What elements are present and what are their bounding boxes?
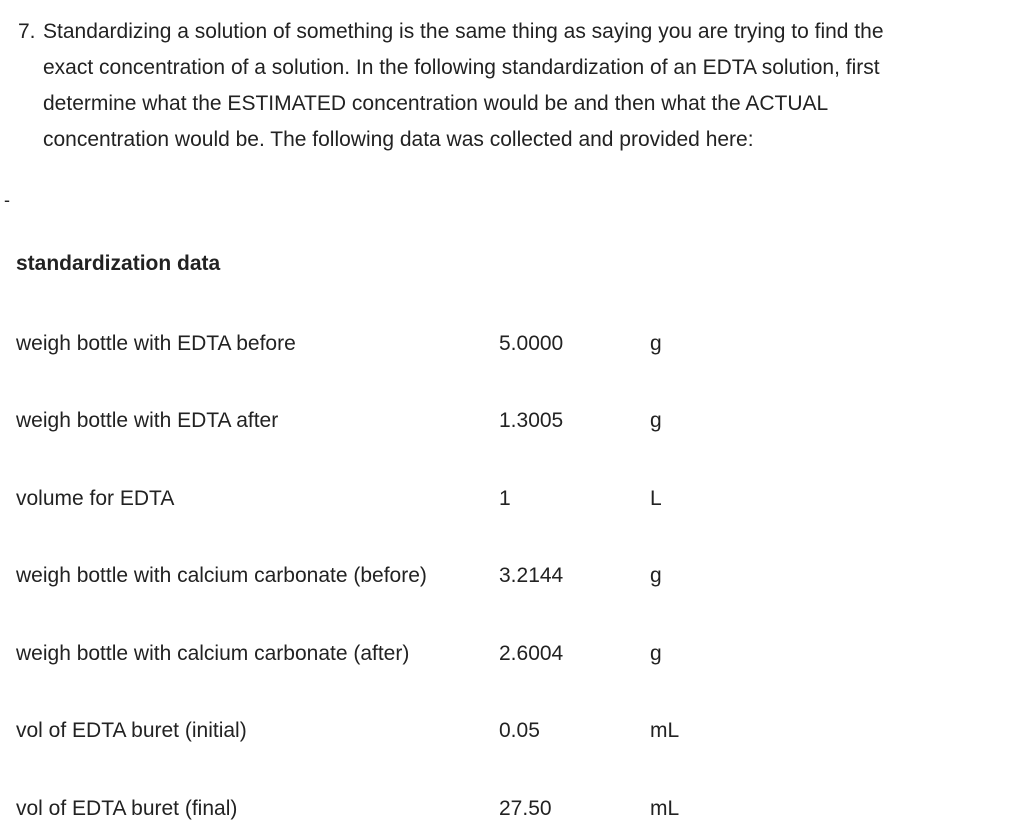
data-row xyxy=(0,794,1024,824)
row-unit: g xyxy=(650,642,662,665)
row-label: weigh bottle with calcium carbonate (before) xyxy=(16,564,427,587)
data-row xyxy=(0,716,1024,746)
row-value: 1.3005 xyxy=(499,409,564,432)
row-value: 27.50 xyxy=(499,797,552,820)
row-unit: mL xyxy=(650,719,680,742)
data-row xyxy=(0,639,1024,669)
row-label: vol of EDTA buret (initial) xyxy=(16,719,247,742)
question-number: 7. xyxy=(18,20,36,43)
row-unit: g xyxy=(650,409,662,432)
row-label: weigh bottle with calcium carbonate (after) xyxy=(16,642,410,665)
row-label: vol of EDTA buret (final) xyxy=(16,797,238,820)
row-value: 0.05 xyxy=(499,719,540,742)
row-label: weigh bottle with EDTA before xyxy=(16,332,296,355)
row-unit: L xyxy=(650,487,662,510)
data-row xyxy=(0,329,1024,359)
row-value: 5.0000 xyxy=(499,332,564,355)
question-line-3: determine what the ESTIMATED concentration would be and then what the ACTUAL xyxy=(43,92,829,115)
question-text xyxy=(18,14,1008,158)
row-unit: g xyxy=(650,332,662,355)
row-unit: mL xyxy=(650,797,680,820)
question-line-2: exact concentration of a solution. In the following standardization of an EDTA solution, first xyxy=(43,56,880,79)
row-label: weigh bottle with EDTA after xyxy=(16,409,279,432)
row-value: 3.2144 xyxy=(499,564,564,587)
question-line-4: concentration would be. The following data was collected and provided here: xyxy=(43,128,754,151)
question-line-1 xyxy=(18,14,1008,50)
row-value: 1 xyxy=(499,487,511,510)
row-unit: g xyxy=(650,564,662,587)
data-row xyxy=(0,561,1024,591)
row-label: volume for EDTA xyxy=(16,487,175,510)
row-value: 2.6004 xyxy=(499,642,564,665)
separator-mark: - xyxy=(4,190,10,210)
data-row xyxy=(0,406,1024,436)
section-title: standardization data xyxy=(16,252,221,275)
data-row xyxy=(0,484,1024,514)
question-line-1-text: Standardizing a solution of something is the same thing as saying you are trying to find the xyxy=(43,20,884,43)
